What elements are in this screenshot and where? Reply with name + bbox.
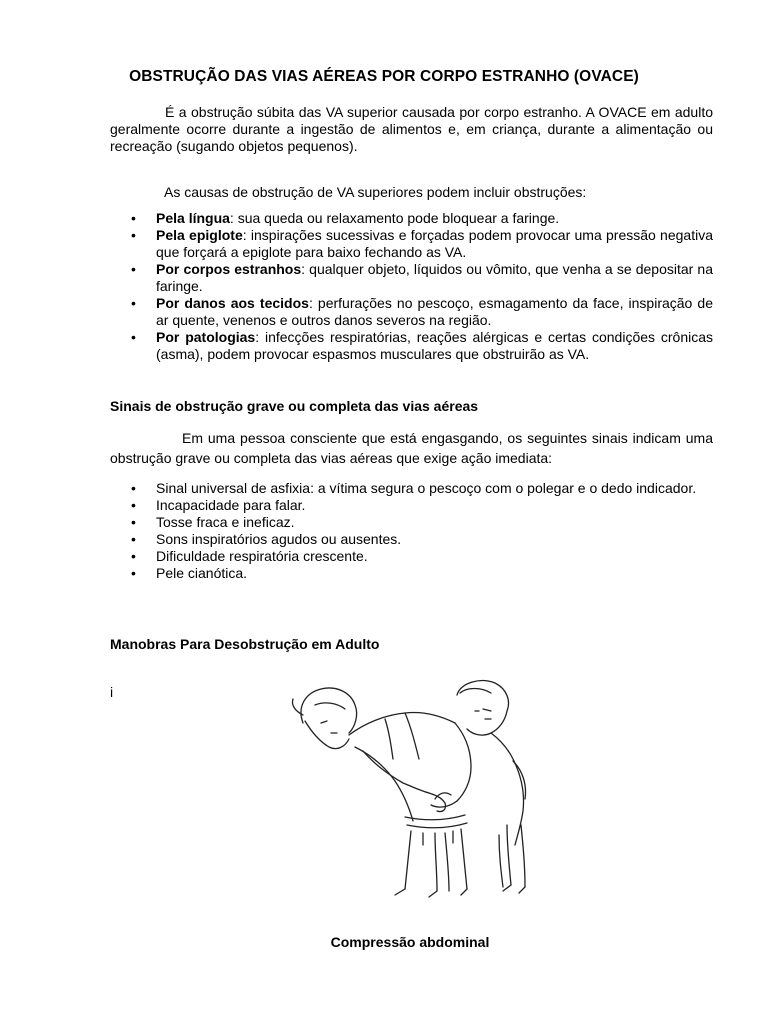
sign-text: Sinal universal de asfixia: a vítima segura o pescoço com o polegar e o dedo indicador. — [156, 480, 697, 496]
bullet-icon: • — [131, 261, 136, 277]
cause-text: : qualquer objeto, líquidos ou vômito, que venha a se depositar na faringe. — [156, 261, 714, 294]
intro-text: É a obstrução súbita das VA superior causada por corpo estranho. A OVACE em adulto geralmente ocorre durante a ingestão de alimentos e, em criança, durante a alimentação ou recreação (sugando objetos pequenos). — [110, 104, 713, 154]
cause-term: Por patologias — [156, 329, 256, 345]
document-title: OBSTRUÇÃO DAS VIAS AÉREAS POR CORPO ESTRANHO (OVACE) — [129, 68, 639, 85]
victim-figure — [292, 688, 471, 897]
list-item — [110, 295, 713, 329]
cause-text: : infecções respiratórias, reações alérgicas e certas condições crônicas (asma), podem provocar espasmos musculares que obstruirão as VA. — [156, 329, 714, 362]
cause-term: Por danos aos tecidos — [156, 295, 309, 311]
signs-intro-paragraph — [110, 428, 713, 468]
illustration-caption: Compressão abdominal — [330, 934, 490, 950]
sign-text: Dificuldade respiratória crescente. — [156, 548, 368, 564]
list-item — [110, 514, 713, 531]
causes-list — [110, 210, 713, 363]
list-item — [110, 565, 713, 582]
cause-term: Pela epiglote — [156, 227, 243, 243]
list-item — [110, 497, 713, 514]
signs-list — [110, 480, 713, 582]
list-item — [110, 480, 713, 497]
list-item — [110, 210, 713, 227]
bullet-icon: • — [131, 565, 136, 581]
causes-intro-paragraph — [110, 184, 713, 201]
sign-text: Incapacidade para falar. — [156, 497, 306, 513]
bullet-icon: • — [131, 548, 136, 564]
bullet-icon: • — [131, 329, 136, 345]
bullet-icon: • — [131, 531, 136, 547]
list-item — [110, 531, 713, 548]
cause-text: : inspirações sucessivas e forçadas podem provocar uma pressão negativa que forçará a epiglote para baixo fechando as VA. — [156, 227, 713, 260]
cause-text: : perfurações no pescoço, esmagamento da face, inspiração de ar quente, venenos e outros danos severos na região. — [156, 295, 713, 328]
sign-text: Sons inspiratórios agudos ou ausentes. — [156, 531, 402, 547]
bullet-icon: • — [131, 295, 136, 311]
bullet-icon: • — [131, 210, 136, 226]
bullet-icon: • — [131, 227, 136, 243]
bullet-icon: • — [131, 480, 136, 496]
bullet-icon: • — [131, 497, 136, 513]
list-item — [110, 261, 713, 295]
signs-intro-text: Em uma pessoa consciente que está engasgando, os seguintes sinais indicam uma obstrução grave ou completa das vias aéreas que exige ação imediata: — [110, 430, 713, 466]
list-item — [110, 548, 713, 565]
heimlich-maneuver-illustration — [285, 675, 555, 900]
signs-heading: Sinais de obstrução grave ou completa das vias aéreas — [110, 398, 479, 414]
stray-character: i — [110, 684, 114, 700]
maneuvers-heading: Manobras Para Desobstrução em Adulto — [110, 636, 380, 652]
causes-intro-text: As causas de obstrução de VA superiores podem incluir obstruções: — [164, 184, 587, 200]
sign-text: Pele cianótica. — [156, 565, 248, 581]
cause-term: Pela língua — [156, 210, 230, 226]
sign-text: Tosse fraca e ineficaz. — [156, 514, 295, 530]
cause-text: : sua queda ou relaxamento pode bloquear a faringe. — [229, 210, 560, 226]
list-item — [110, 329, 713, 363]
cause-term: Por corpos estranhos — [156, 261, 302, 277]
intro-paragraph — [110, 104, 713, 155]
bullet-icon: • — [131, 514, 136, 530]
list-item — [110, 227, 713, 261]
